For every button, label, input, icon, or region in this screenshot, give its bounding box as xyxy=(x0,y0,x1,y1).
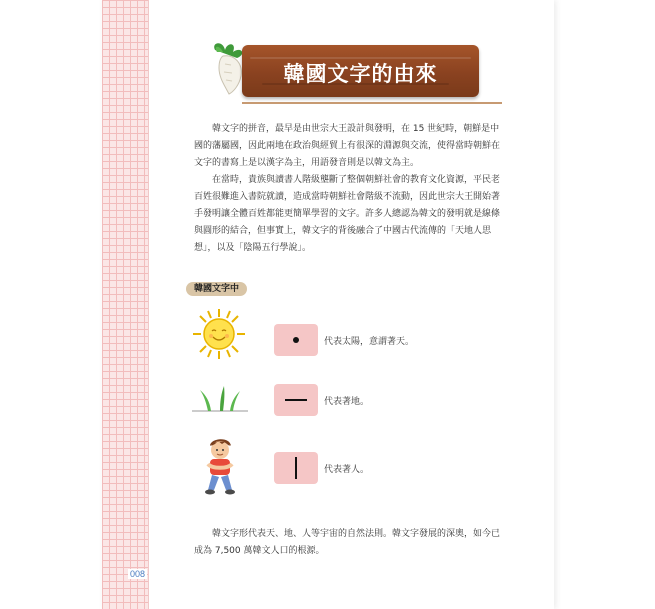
page-title: 韓國文字的由來 xyxy=(283,62,438,86)
symbol-box-dot xyxy=(274,324,318,356)
intro-paragraph-1: 韓文字的拼音，最早是由世宗大王設計與發明，在 15 世紀時，朝鮮是中國的藩屬國，因此兩地在政治與經貿上有很深的淵源與交流，使得當時朝鮮在文字的書寫上是以漢字為主，用語發音則是以韓文為主。 xyxy=(194,124,501,168)
row-desc-heaven: 代表太陽，意謂著天。 xyxy=(324,337,415,347)
section-label: 韓國文字中 xyxy=(186,282,247,296)
boy-icon xyxy=(200,436,242,496)
intro-paragraph-2: 在當時，貴族與讀書人階級壟斷了整個朝鮮社會的教育文化資源，平民老百姓很難進入書院就讀，造成當時朝鮮社會階級不流動，因此世宗大王開始著手發明讓全體百姓都能更簡單學習的文字。許多人總認為韓文的發明就是線條與圓形的結合，但事實上，韓文字的背後融合了中國古代流傳的「天地人思想」，以及「陰陽五行學說」。 xyxy=(194,175,501,253)
closing-paragraph: 韓文字形代表天、地、人等宇宙的自然法則。韓文字發展的深奧，如今已成為 7,500 萬韓文人口的根源。 xyxy=(194,529,501,556)
title-board xyxy=(242,45,479,97)
symbol-box-vertical xyxy=(274,452,318,484)
book-page xyxy=(102,0,554,609)
symbol-box-horizontal xyxy=(274,384,318,416)
page-number: 008 xyxy=(130,569,146,579)
grid-margin-strip xyxy=(102,0,149,609)
row-desc-earth: 代表著地。 xyxy=(324,397,370,407)
dot-symbol xyxy=(293,337,299,343)
sun-icon xyxy=(190,308,248,360)
horizontal-line-symbol xyxy=(285,399,307,401)
vertical-line-symbol xyxy=(295,457,297,479)
grass-icon xyxy=(190,382,250,414)
row-desc-human: 代表著人。 xyxy=(324,465,370,475)
title-underline xyxy=(242,102,502,104)
